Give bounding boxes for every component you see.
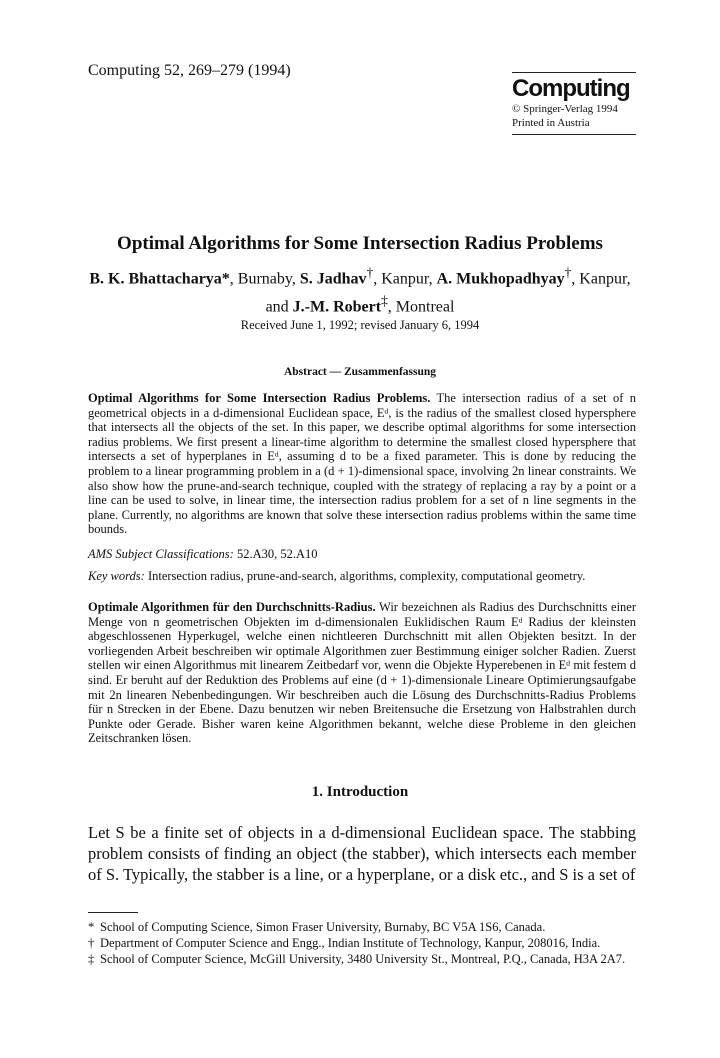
copyright-line: © Springer-Verlag 1994 [512,103,618,115]
journal-reference: Computing 52, 269–279 (1994) [88,62,291,79]
author-list [60,262,660,319]
footnote [88,920,640,934]
abstract-body: Wir bezeichnen als Radius des Durchschnitts einer Menge von n geometrischen Objekten im d-dimensionalen Euklidischen Raum Eᵈ Radius der kleinsten abgeschlossenen Hyperkugel, welche einen nichtleeren Durchschnitt mit allen Objekten besitzt. In der vorliegenden Arbeit beschreiben wir optimale Algorithmen zuer Bestimmung einiger solcher Radien. Zuerst stellen wir einen Algorithmus mit linearem Zeitbedarf vor, wenn die Objekte Hyperebenen in Eᵈ mit festem d sind. Er beruht auf der Reduktion des Problems auf eine (d + 1)-dimensionale Lineare Optimierungsaufgabe mit 2n linearen Nebenbedingungen. Wir beschreiben auch die Lösung des Durchschnitts-Radius Problems für n Strecken in der Ebene. Dazu benutzen wir neben Breitensuche die Ersetzung von Halbstrahlen durch Punkte oder Gerade. Bisher waren keine Algorithmen bekannt, welche diese Probleme in den gleichen Zeitschranken lösen. [88,600,636,746]
footnote-mark: † [366,265,374,280]
author-affiliation: , Montreal [387,298,455,316]
abstract-body: The intersection radius of a set of n geometrical objects in a d-dimensional Euclidean space, Eᵈ, is the radius of the smallest closed hypersphere that intersects all the objects of the set. In this paper, we describe optimal algorithms for some intersection radius problems. We first present a linear-time algorithm to determine the smallest closed hypersphere that intersects a set of hyperplanes in Eᵈ, assuming d to be a fixed parameter. This is done by reducing the problem to a linear programming problem in a (d + 1)-dimensional space, involving 2n linear constraints. We also show how the prune-and-search technique, coupled with the strategy of replacing a ray by a point or a line can be used to solve, in linear time, the intersection radius problem for a set of n line segments in the plane. Currently, no algorithms are known that solve these intersection radius problems within the same time bounds. [88,391,637,537]
abstract-lead: Optimal Algorithms for Some Intersection Radius Problems. [88,391,431,405]
brand-bottom-rule [512,134,636,135]
footnote-mark: ‡ [381,293,388,309]
journal-brand-box [512,72,636,135]
author-affiliation: , Kanpur, [571,270,631,288]
author-name: B. K. Bhattacharya* [89,270,230,288]
intro-paragraph: Let S be a finite set of objects in a d-dimensional Euclidean space. The stabbing problem consists of finding an object (the stabber), which intersects each member of S. Typically, the stabber is a line, or a hyperplane, or a disk etc., and S is a set of [88,823,636,884]
footnote [88,952,640,966]
brand-top-rule [512,72,636,73]
footnote-mark: † [564,265,572,280]
footnote-text: Department of Computer Science and Engg., Indian Institute of Technology, Kanpur, 208016, India. [100,936,601,950]
footnote-text: School of Computing Science, Simon Fraser University, Burnaby, BC V5A 1S6, Canada. [100,920,546,934]
footnote-marker: † [88,936,95,950]
footnote [88,936,640,950]
abstract-english [88,391,636,537]
abstract-heading: Abstract — Zusammenfassung [283,366,437,378]
keywords [88,569,585,584]
printed-line: Printed in Austria [512,117,590,129]
author-conjunction: and [265,298,293,316]
abstract-german [88,600,636,746]
received-dates: Received June 1, 1992; revised January 6, 1994 [240,318,480,332]
footnote-marker: ‡ [88,952,95,966]
author-affiliation: , Burnaby, [229,270,300,288]
section-heading: 1. Introduction [311,784,409,800]
keywords-label: Key words: [88,569,145,583]
author-affiliation: , Kanpur, [373,270,437,288]
author-name: J.-M. Robert [292,298,382,316]
ams-classification [88,547,318,562]
footnote-rule [88,912,138,913]
abstract-lead: Optimale Algorithmen für den Durchschnitts-Radius. [88,600,376,614]
author-name: S. Jadhav [299,270,367,288]
journal-logo: Computing [512,75,630,102]
paper-title: Optimal Algorithms for Some Intersection Radius Problems [117,233,603,254]
ams-value: 52.A30, 52.A10 [233,547,318,561]
ams-label: AMS Subject Classifications: [88,547,234,561]
footnote-text: School of Computer Science, McGill University, 3480 University St., Montreal, P.Q., Canada, H3A 2A7. [100,952,626,966]
footnote-marker: * [88,920,95,934]
author-name: A. Mukhopadhyay [436,270,565,288]
keywords-value: Intersection radius, prune-and-search, algorithms, complexity, computational geometry. [144,569,586,583]
